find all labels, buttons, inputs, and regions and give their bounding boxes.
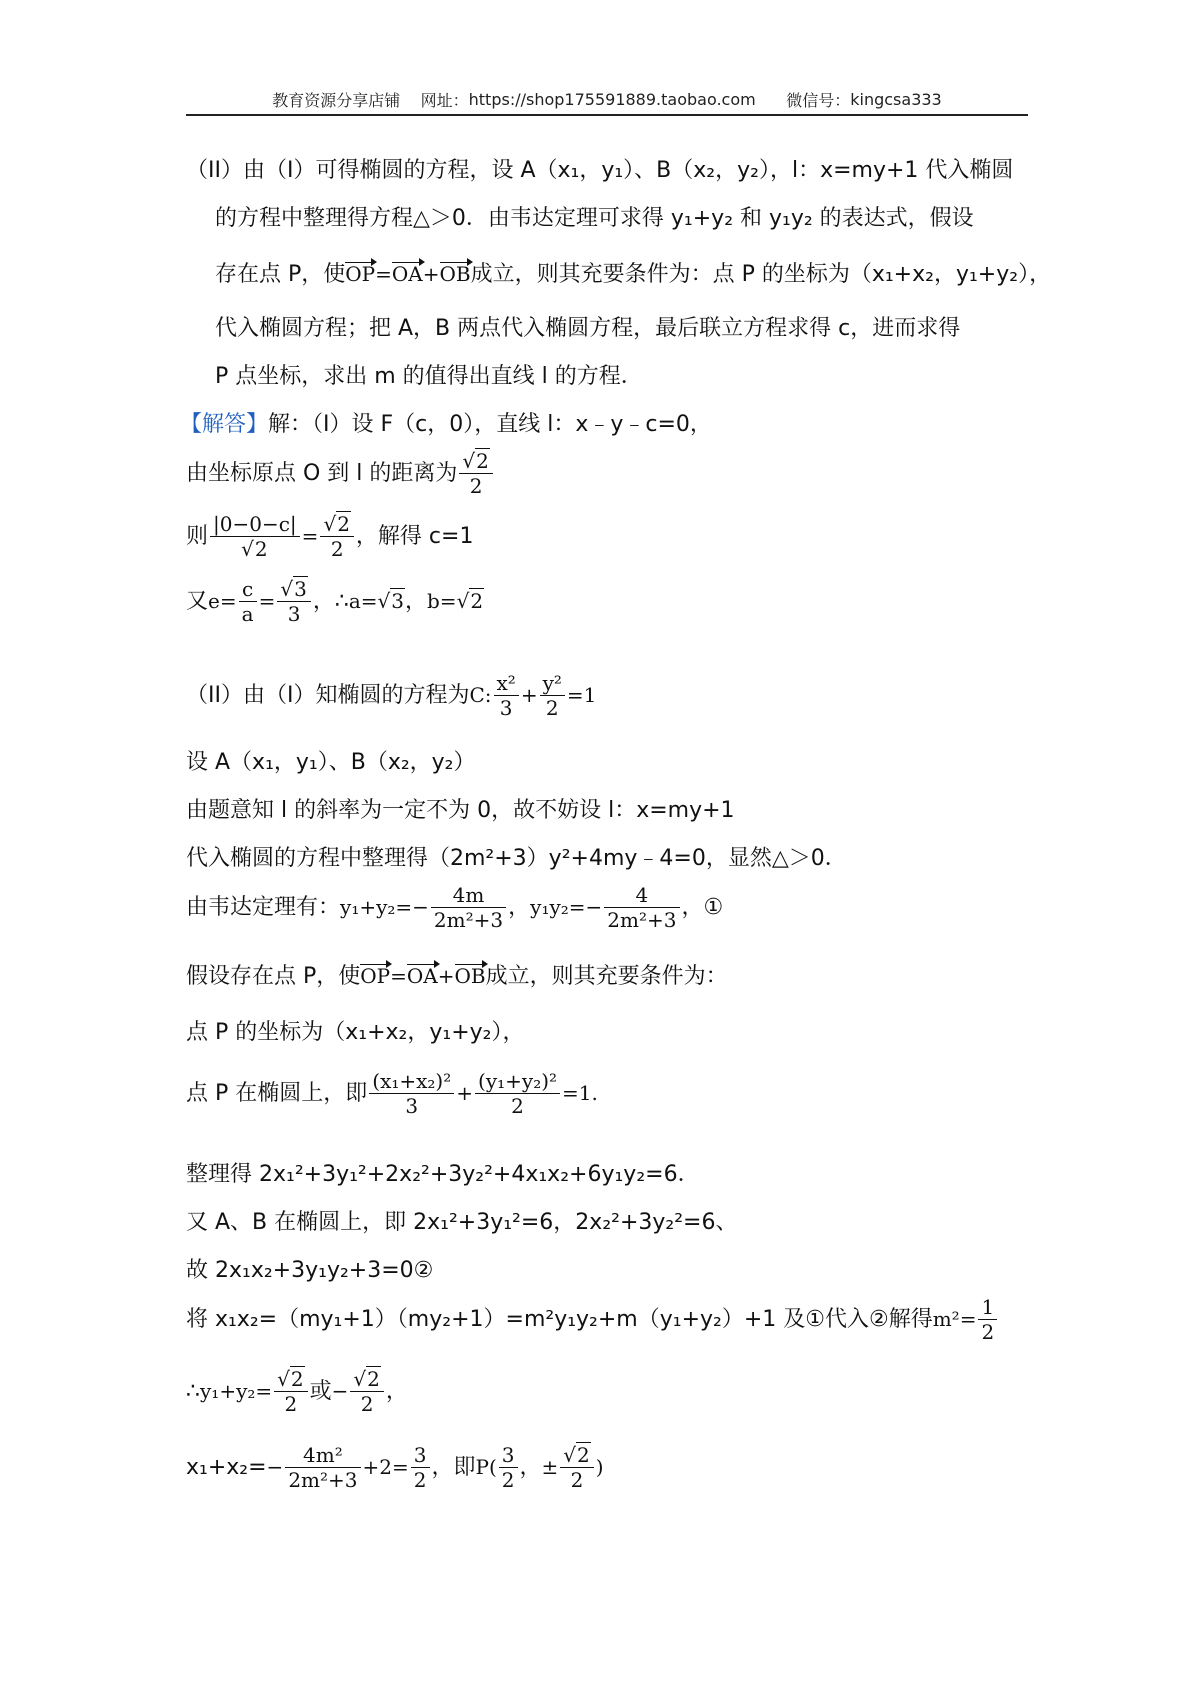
solution-line-7: 由题意知 l 的斜率为一定不为 0，故不妨设 l：x=my+1 xyxy=(186,798,735,823)
solution-line-16: 将 x₁x₂=（my₁+1）（my₂+1）=m²y₁y₂+m（y₁+y₂）+1 及①代入②解得m²= $\frac{1}{2}$ xyxy=(186,1296,999,1344)
solution-line-12: 点 P 在椭圆上，即 $\frac{\text{(x₁+x₂)²}}{3}$ + $\frac{\text{(y₁+y₂)²}}{2}$ =1. xyxy=(186,1069,598,1118)
solution-line-6: 设 A（x₁，y₁）、B（x₂，y₂） xyxy=(186,750,476,775)
solution-line-10: 假设存在点 P，使OP=OA+OB成立，则其充要条件为： xyxy=(186,964,728,989)
solution-line-1: 【解答】解：（I）设 F（c，0），直线 l：x﹣y﹣c=0， xyxy=(180,412,712,437)
solution-line-9: 由韦达定理有：y₁+y₂=− $\frac{4m}{\text{2m²+3}}$ ，y₁y₂=− $\frac{4}{\text{2m²+3}}$ ，① xyxy=(186,883,724,932)
solution-line-11: 点 P 的坐标为（x₁+x₂，y₁+y₂）， xyxy=(186,1020,525,1045)
vector-equation: OP=OA+OB xyxy=(345,262,471,286)
analysis-line-1: （II）由（I）可得椭圆的方程，设 A（x₁，y₁）、B（x₂，y₂），l：x=my+1 代入椭圆 xyxy=(186,158,1014,183)
analysis-line-4: 代入椭圆方程；把 A，B 两点代入椭圆方程，最后联立方程求得 c，进而求得 xyxy=(215,316,961,341)
solution-line-17: ∴y₁+y₂= $\frac{√2}{2}$ 或− $\frac{√2}{2}$ ， xyxy=(186,1367,408,1416)
analysis-line-5: P 点坐标，求出 m 的值得出直线 l 的方程． xyxy=(215,364,643,389)
wechat-id: kingcsa333 xyxy=(850,89,942,109)
shop-name: 教育资源分享店铺 xyxy=(272,90,401,110)
solution-line-14: 又 A、B 在椭圆上，即 2x₁²+3y₁²=6，2x₂²+3y₂²=6、 xyxy=(186,1210,738,1235)
analysis-line-3: 存在点 P，使OP=OA+OB成立，则其充要条件为：点 P 的坐标为（x₁+x₂，y₁+y₂）， xyxy=(215,262,1052,287)
solution-line-3: 则 $\frac{|0-0-c|}{√2}$ = $\frac{√2}{2}$ ，解得 c=1 xyxy=(186,512,474,561)
solution-line-15: 故 2x₁x₂+3y₁y₂+3=0② xyxy=(186,1258,434,1283)
solution-line-18: x₁+x₂=− $\frac{\text{4m²}}{\text{2m²+3}}$ +2= $\frac{3}{2}$ ，即P( $\frac{3}{2}$ ，± $\frac{√2}{2}$ ) xyxy=(186,1443,604,1492)
wechat-label: 微信号： xyxy=(786,90,851,110)
shop-url[interactable]: https://shop175591889.taobao.com xyxy=(468,89,756,109)
page-header xyxy=(186,84,1028,116)
solution-line-2: 由坐标原点 O 到 l 的距离为 $\frac{√2}{2}$ xyxy=(186,450,495,498)
solution-line-5: （II）由（I）知椭圆的方程为C: $\frac{\text{x²}}{3}$ + $\frac{\text{y²}}{2}$ =1 xyxy=(186,671,597,720)
solution-line-8: 代入椭圆的方程中整理得（2m²+3）y²+4my﹣4=0，显然△＞0． xyxy=(186,846,847,871)
analysis-line-2: 的方程中整理得方程△＞0．由韦达定理可求得 y₁+y₂ 和 y₁y₂ 的表达式，假设 xyxy=(215,206,974,231)
solution-line-13: 整理得 2x₁²+3y₁²+2x₂²+3y₂²+4x₁x₂+6y₁y₂=6． xyxy=(186,1162,700,1187)
distance-fraction: $\frac{|0-0-c|}{√2}$ xyxy=(210,513,300,561)
answer-tag: 【解答】 xyxy=(180,412,269,437)
solution-line-4: 又e= $\frac{c}{a}$ = $\frac{√3}{3}$ ，∴a=√3，b=√2 xyxy=(186,577,484,626)
url-label: 网址： xyxy=(420,90,469,110)
fraction-sqrt2-over-2: $\frac{√2}{2}$ xyxy=(459,450,492,498)
